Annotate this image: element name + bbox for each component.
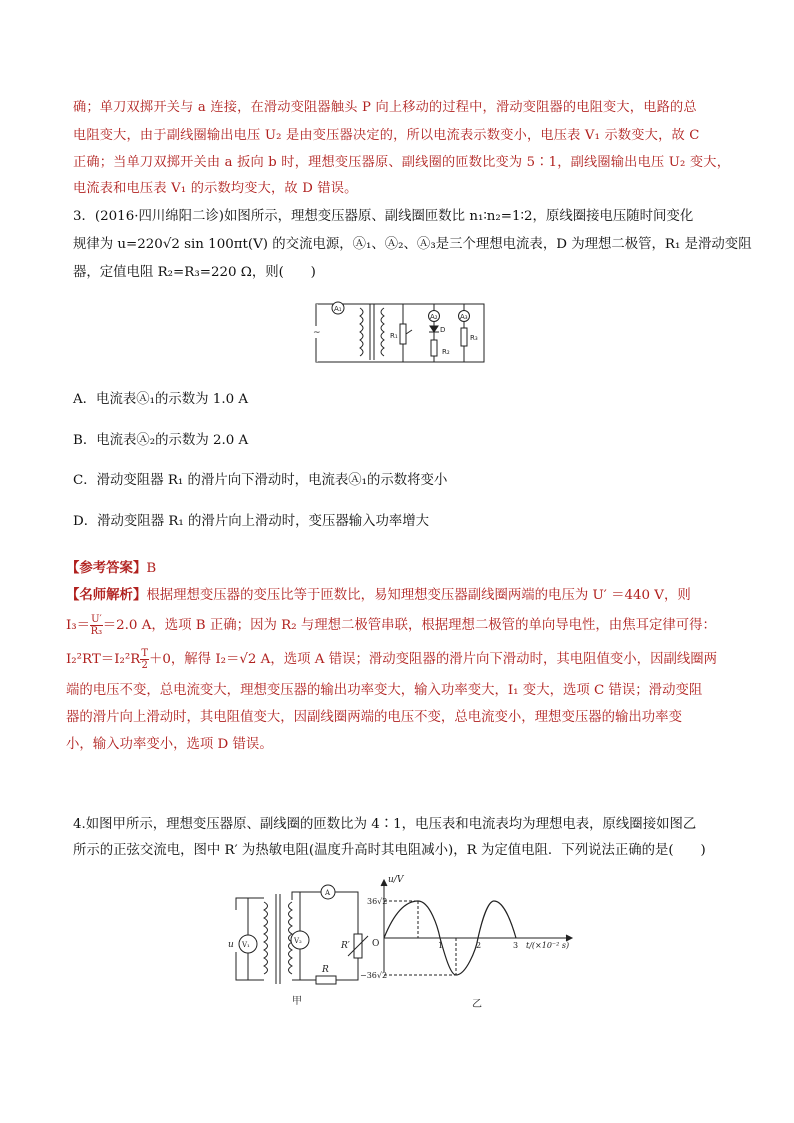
jia-label-v1: V₁ xyxy=(242,941,250,949)
analysis-line-6: 小，输入功率变小，选项 D 错误。 xyxy=(66,737,273,752)
analysis-label: 【名师解析】 xyxy=(66,587,147,603)
analysis-line-1 xyxy=(66,584,691,603)
formula2-num: T xyxy=(141,648,148,659)
jia-label-rp: R′ xyxy=(341,941,350,951)
yi-xlabel: t/(×10⁻² s) xyxy=(526,941,570,950)
label-r2: R₂ xyxy=(442,348,450,356)
answer-value: B xyxy=(146,561,157,576)
analysis-text-1: 根据理想变压器的变压比等于匝数比，易知理想变压器副线圈两端的电压为 U′ ＝440 V，则 xyxy=(146,588,691,603)
analysis-line-3 xyxy=(66,648,717,671)
analysis-line-2 xyxy=(66,614,716,637)
q3-option-b: B．电流表Ⓐ₂的示数为 2.0 A xyxy=(73,433,249,448)
yi-caption: 乙 xyxy=(472,999,482,1010)
answer-line xyxy=(66,557,156,576)
q4-stem-line-1: 4.如图甲所示，理想变压器原、副线圈的匝数比为 4∶1，电压表和电流表均为理想电表，原线圈接如图乙 xyxy=(73,817,697,832)
formula1-num: U′ xyxy=(91,614,102,625)
explanation-line-3: 正确；当单刀双掷开关由 a 扳向 b 时，理想变压器原、副线圈的匝数比变为 5∶1，副线圈输出电压 U₂ 变大， xyxy=(73,155,731,170)
q3-option-c: C．滑动变阻器 R₁ 的滑片向下滑动时，电流表Ⓐ₁的示数将变小 xyxy=(73,473,448,488)
label-r1: R₁ xyxy=(390,332,398,340)
yi-origin: O xyxy=(372,939,380,949)
label-a2: A₂ xyxy=(430,313,438,321)
formula1-lhs: I₃＝ xyxy=(66,618,91,633)
jia-caption: 甲 xyxy=(292,996,302,1007)
jia-label-u: u xyxy=(228,940,234,950)
formula1-den: R₃ xyxy=(90,626,103,637)
yi-ymin: −36√2 xyxy=(360,971,388,980)
jia-label-r: R xyxy=(322,965,329,975)
q3-stem-line-1: 3．(2016·四川绵阳二诊)如图所示，理想变压器原、副线圈匝数比 n₁∶n₂=1∶2，原线圈接电压随时间变化 xyxy=(73,209,694,224)
label-a1: A₁ xyxy=(334,305,342,313)
q4-stem-line-2: 所示的正弦交流电，图中 R′ 为热敏电阻(温度升高时其电阻减小)，R 为定值电阻．下列说法正确的是( ) xyxy=(73,843,706,858)
jia-label-a: A xyxy=(325,889,331,897)
q3-circuit-diagram xyxy=(312,298,488,366)
q4-voltage-graph-yi xyxy=(360,868,578,1014)
q3-stem-line-3: 器，定值电阻 R₂=R₃=220 Ω，则( ) xyxy=(73,265,316,280)
q3-option-d: D．滑动变阻器 R₁ 的滑片向上滑动时，变压器输入功率增大 xyxy=(73,514,430,529)
label-d: D xyxy=(440,326,446,334)
answer-label: 【参考答案】 xyxy=(66,560,147,576)
analysis-text-2: ＝2.0 A，选项 B 正确；因为 R₂ 与理想二极管串联，根据理想二极管的单向导电性，由焦耳定律可得： xyxy=(102,618,716,633)
q3-option-a: A．电流表Ⓐ₁的示数为 1.0 A xyxy=(73,392,249,407)
label-source: ~ xyxy=(313,328,321,338)
yi-xtick-3: 3 xyxy=(513,941,519,950)
q4-circuit-jia xyxy=(224,888,372,1010)
yi-xtick-1: 1 xyxy=(438,941,444,950)
label-a3: A₃ xyxy=(460,313,468,321)
analysis-text-3: ＋0，解得 I₂＝√2 A，选项 A 错误；滑动变阻器的滑片向下滑动时，其电阻值变小，因副线圈两 xyxy=(148,652,718,667)
label-r3: R₃ xyxy=(470,334,478,342)
formula2-lhs: I₂²RT＝I₂²R xyxy=(66,652,141,667)
analysis-line-5: 器的滑片向上滑动时，其电阻值变大，因副线圈两端的电压不变，总电流变小，理想变压器的输出功率变 xyxy=(66,710,682,725)
yi-ylabel: u/V xyxy=(388,875,404,885)
q3-stem-line-2: 规律为 u=220√2 sin 100πt(V) 的交流电源，Ⓐ₁、Ⓐ₂、Ⓐ₃是三个理想电流表，D 为理想二极管，R₁ 是滑动变阻 xyxy=(73,237,752,252)
explanation-line-2: 电阻变大，由于副线圈输出电压 U₂ 是由变压器决定的，所以电流表示数变小，电压表 V₁ 示数变大，故 C xyxy=(73,128,700,143)
yi-xtick-2: 2 xyxy=(476,941,482,950)
yi-ymax: 36√2 xyxy=(367,897,388,906)
jia-label-v2: V₂ xyxy=(294,937,302,945)
formula2-den: 2 xyxy=(141,660,148,671)
explanation-line-1: 确；单刀双掷开关与 a 连接，在滑动变阻器触头 P 向上移动的过程中，滑动变阻器的电阻变大，电路的总 xyxy=(73,100,697,115)
explanation-line-4: 电流表和电压表 V₁ 的示数均变大，故 D 错误。 xyxy=(73,181,358,196)
analysis-line-4: 端的电压不变，总电流变大，理想变压器的输出功率变大，输入功率变大，I₁ 变大，选项 C 错误；滑动变阻 xyxy=(66,683,703,698)
